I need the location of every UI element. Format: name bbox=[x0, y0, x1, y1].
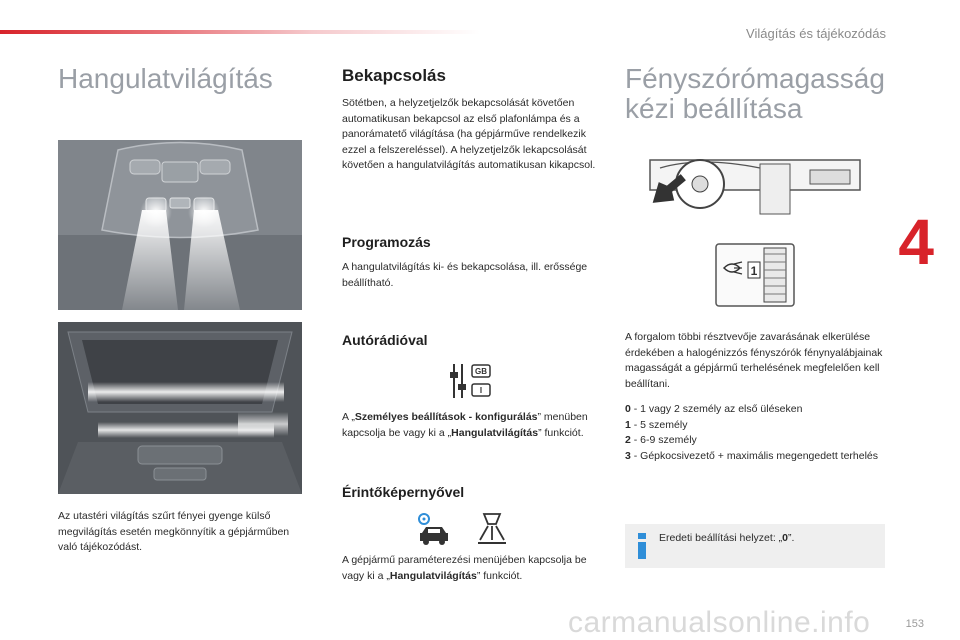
programming-text: A hangulatvilágítás ki- és bekapcsolása, ill. erőssége beállítható. bbox=[342, 261, 588, 289]
radio-text: A „Személyes beállítások - konfigurálás” menüben kapcsolja be vagy ki a „Hangulatvilágítás” funkciót. bbox=[342, 411, 588, 439]
position-1: 1 - 5 személy bbox=[625, 418, 688, 431]
radio-icon-label-bottom: I bbox=[479, 386, 483, 395]
position-2: 2 - 6-9 személy bbox=[625, 434, 697, 447]
touchscreen-text: A gépjármű paraméterezési menüjében kapcsolja be vagy ki a „Hangulatvilágítás” funkciót. bbox=[342, 554, 587, 582]
header-accent-bar bbox=[0, 30, 480, 34]
wheel-position-label: 1 bbox=[750, 264, 758, 278]
programming-heading: Programozás bbox=[342, 234, 431, 250]
panoramic-roof-lighting-photo bbox=[58, 322, 302, 494]
headlamp-adjustment-intro: A forgalom többi résztvevője zavarásának elkerülése érdekében a halogénizzós fényszórók fénynyalábjainak magasságát a gépjármű terhelésének megfelelően kell beállítani. bbox=[625, 331, 883, 390]
positions-list bbox=[625, 402, 885, 464]
radio-icon-label-top: GB bbox=[475, 367, 487, 376]
info-icon bbox=[633, 532, 651, 560]
radio-settings-icon bbox=[448, 360, 496, 402]
ambient-light-icon bbox=[474, 510, 510, 548]
ambient-lighting-title: Hangulatvilágítás bbox=[58, 63, 273, 94]
info-box bbox=[625, 524, 885, 568]
page-number: 153 bbox=[905, 618, 924, 630]
ambient-lighting-caption: Az utastéri világítás szűrt fényei gyenge külső megvilágítás esetén megkönnyítik a gépjárműben való tájékozódást. bbox=[58, 510, 290, 554]
info-default-value: 0 bbox=[782, 532, 788, 544]
chapter-number: 4 bbox=[898, 206, 934, 278]
vehicle-settings-icon bbox=[414, 511, 454, 547]
watermark: carmanualsonline.info bbox=[568, 606, 871, 639]
switch-on-text: Sötétben, a helyzetjelzők bekapcsolását követően automatikusan bekapcsol az első plafonlámpa és a panorámatető világítása (ha gépjárműve rendelkezik ezzel a felszereléssel). A helyzetjelzők lekapcsolását követően a hangulatvilágítás automatikusan kikapcsol. bbox=[342, 97, 596, 172]
touchscreen-heading: Érintőképernyővel bbox=[342, 484, 465, 500]
switch-on-heading: Bekapcsolás bbox=[342, 66, 446, 85]
radio-heading: Autórádióval bbox=[342, 332, 428, 348]
headlamp-adjustment-title: Fényszórómagasság kézi beállítása bbox=[625, 63, 885, 125]
position-3: 3 - Gépkocsivezető + maximális megengedett terhelés bbox=[625, 449, 879, 462]
radio-function-name: Hangulatvilágítás bbox=[451, 426, 539, 439]
touchscreen-function-name: Hangulatvilágítás bbox=[389, 569, 477, 582]
radio-menu-name: Személyes beállítások - konfigurálás bbox=[354, 411, 538, 423]
position-0: 0 - 1 vagy 2 személy az első üléseken bbox=[625, 403, 803, 415]
headlamp-adjustment-wheel-illustration bbox=[714, 242, 796, 308]
info-text: Eredeti beállítási helyzet: „0”. bbox=[659, 532, 795, 544]
dashboard-illustration bbox=[640, 150, 870, 230]
front-ceiling-lamp-photo bbox=[58, 140, 302, 310]
section-title: Világítás és tájékozódás bbox=[746, 26, 886, 41]
